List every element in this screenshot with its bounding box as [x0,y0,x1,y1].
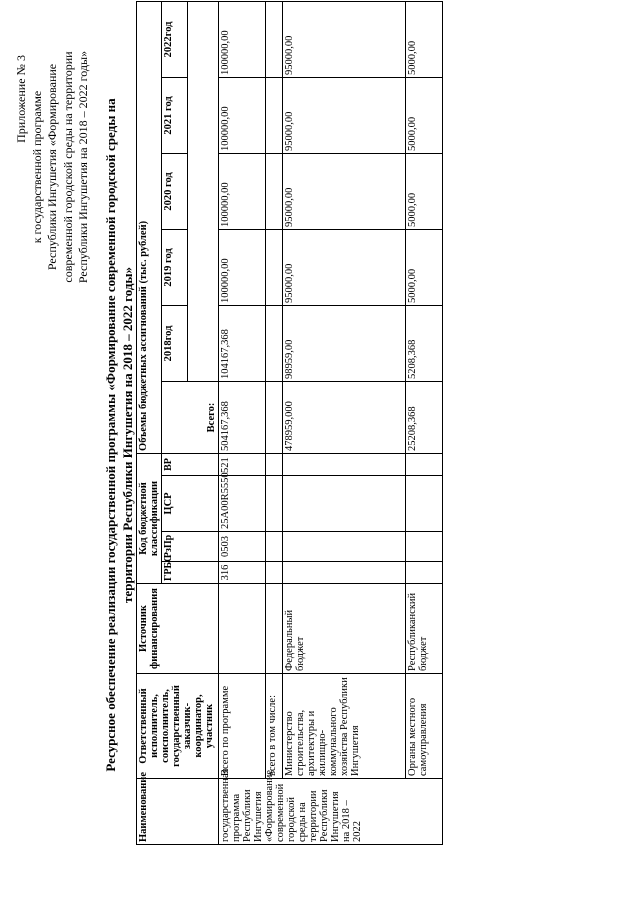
row-csr [283,476,406,532]
row-grbs [406,562,443,584]
row-year-value: 100000,00 [219,153,266,229]
row-year-value: 5000,00 [406,153,443,229]
row-year-value: 5000,00 [406,229,443,305]
header-budget-code: Код бюджетной классификации [137,453,162,583]
row-source [266,584,283,674]
row-year-value: 95000,00 [283,77,406,153]
row-year-value: 5208,368 [406,305,443,381]
header-year: 2019 год [162,229,188,305]
header-year: 2022год [162,1,188,77]
row-source [219,584,266,674]
row-rzpr [406,532,443,562]
row-year-value: 98959,00 [283,305,406,381]
row-total [266,381,283,453]
header-year: 2021 год [162,77,188,153]
header-spacer [188,1,219,381]
row-csr [406,476,443,532]
row-year-value: 5000,00 [406,77,443,153]
header-name: Наименование [137,779,219,845]
title-plain: Ресурсное обеспечение реализации государственной программы [103,390,118,772]
row-vr [406,453,443,475]
row-year-value: 100000,00 [219,1,266,77]
row-year-value: 95000,00 [283,1,406,77]
table-row [219,1,266,844]
row-year-value: 95000,00 [283,229,406,305]
row-grbs: 316 [219,562,266,584]
appendix-line: современной городской среды на территории [60,51,75,283]
row-rzpr [266,532,283,562]
table-row [283,1,406,844]
header-rzpr: РзПр [162,532,219,562]
row-total: 478959,000 [283,381,406,453]
title-bold: «Формирование современной городской среды на [103,98,118,391]
row-year-value [266,153,283,229]
row-rzpr: 0503 [219,532,266,562]
header-csr: ЦСР [162,476,219,532]
row-year-value [266,229,283,305]
row-executor: всего в том числе: [266,674,283,779]
row-source: Республиканский бюджет [406,584,443,674]
row-rzpr [283,532,406,562]
header-year: 2018год [162,305,188,381]
appendix-line: Республики Ингушетия «Формирование [45,63,59,271]
header-vr: ВР [162,453,219,475]
row-csr [266,476,283,532]
header-year: 2020 год [162,153,188,229]
appendix-note [14,47,92,287]
row-year-value [266,77,283,153]
title-line-2: территории Республики Ингушетия на 2018 – 2022 годы» [120,266,135,604]
row-year-value: 5000,00 [406,1,443,77]
row-vr [283,453,406,475]
row-year-value: 95000,00 [283,153,406,229]
row-year-value [266,1,283,77]
table-row [406,1,443,844]
row-total: 504167,368 [219,381,266,453]
row-executor: Органы местного самоуправления [406,674,443,779]
resource-table [136,1,443,845]
row-year-value: 100000,00 [219,229,266,305]
document-title [102,25,136,845]
row-year-value: 104167,368 [219,305,266,381]
table-row [266,1,283,844]
header-volumes: Объемы бюджетных ассигнований (тыс. рублей) [137,1,162,453]
row-total: 25208,368 [406,381,443,453]
appendix-line: Республики Ингушетия на 2018 – 2022 годы» [76,50,90,284]
header-grbs: ГРБС [162,562,219,584]
program-name: государственная программа Республики Ингушетия «Формирование современной городской среды на территории Республики Ингушетия на 2018 – 2022 [219,779,443,845]
row-executor: Всего по программе [219,674,266,779]
header-executor: Ответственный исполнитель, соисполнитель, государственный заказчик-координатор, участник [137,674,219,779]
row-csr: 25А00R5550 [219,476,266,532]
appendix-line: к государственной программе [29,90,44,244]
row-executor: Министерство строительства, архитектуры и жилищно-коммунального хозяйства Республики Ингушетия [283,674,406,779]
header-row [137,1,162,844]
row-vr: 521 [219,453,266,475]
row-source: Федеральный бюджет [283,584,406,674]
row-grbs [283,562,406,584]
row-year-value: 100000,00 [219,77,266,153]
row-vr [266,453,283,475]
header-total: Всего: [162,381,219,453]
row-year-value [266,305,283,381]
appendix-number: Приложение № 3 [14,55,28,143]
row-grbs [266,562,283,584]
header-source: Источник финансирования [137,584,219,674]
